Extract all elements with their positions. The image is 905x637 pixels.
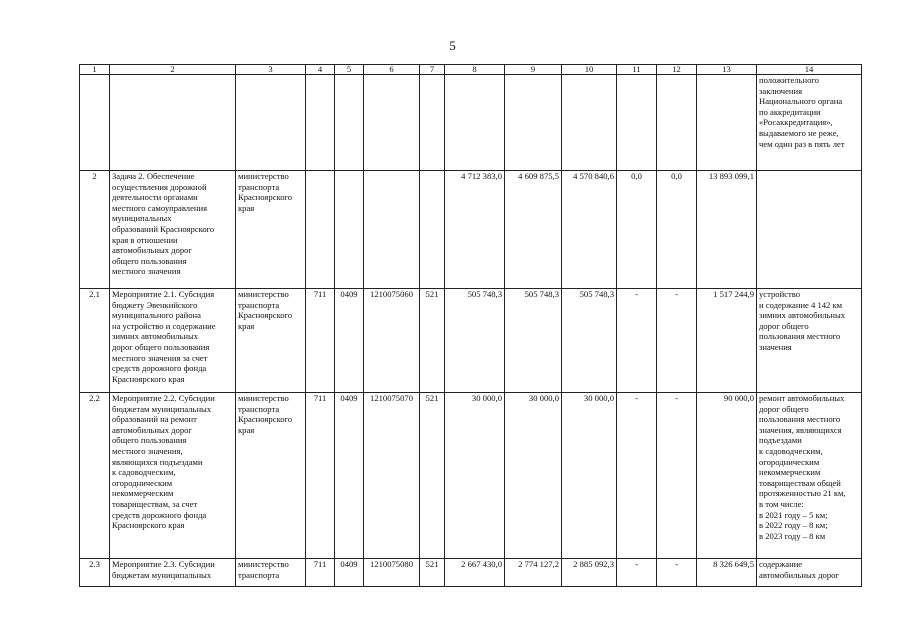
- text-line: образований Красноярского: [112, 223, 215, 234]
- column-header: 12: [657, 65, 697, 75]
- amount-2022: 4 609 875,5: [505, 171, 562, 289]
- text-line: чем один раз в пять лет: [759, 138, 845, 149]
- text-line: Красноярского края: [112, 373, 185, 384]
- target-item-code: 1210075070: [364, 393, 420, 559]
- text-line: края: [238, 320, 255, 331]
- col-11-value: 0,0: [617, 171, 657, 289]
- amount-2021: 505 748,3: [445, 289, 505, 393]
- text-line: средств дорожного фонда: [112, 363, 207, 374]
- text-line: средств дорожного фонда: [112, 509, 207, 520]
- target-item-code: 1210075080: [364, 559, 420, 587]
- grbs-code: [306, 171, 335, 289]
- text-line: транспорта: [238, 181, 280, 192]
- amount-2021: 30 000,0: [445, 393, 505, 559]
- text-line: муниципальных: [112, 213, 172, 224]
- text-line: и содержание 4 142 км: [759, 299, 843, 310]
- amount-2023: 2 885 092,3: [562, 559, 617, 587]
- total-amount: 13 893 099,1: [697, 171, 757, 289]
- expected-result: [757, 289, 862, 393]
- activity-description: [110, 289, 236, 393]
- text-line: Национального органа: [759, 96, 843, 107]
- text-line: общего пользования: [112, 255, 187, 266]
- col-11-value: -: [617, 559, 657, 587]
- total-amount: 8 326 649,5: [697, 559, 757, 587]
- section-code: 0409: [335, 289, 364, 393]
- text-line: транспорта: [238, 403, 280, 414]
- text-line: Мероприятие 2.2. Субсидии: [112, 393, 215, 403]
- text-line: являющихся подъездами: [112, 456, 203, 467]
- text-line: министерство: [238, 289, 289, 299]
- column-header: 13: [697, 65, 757, 75]
- text-line: транспорта: [238, 569, 280, 580]
- responsible-agency: [236, 171, 306, 289]
- text-line: зимних автомобильных: [112, 331, 199, 342]
- text-line: дорог общего: [759, 320, 809, 331]
- text-line: бюджету Эвенкийского: [112, 299, 198, 310]
- expense-type-code: 521: [420, 393, 445, 559]
- amount-2022: 30 000,0: [505, 393, 562, 559]
- column-header: 7: [420, 65, 445, 75]
- column-header: 8: [445, 65, 505, 75]
- row-number: 2.1: [80, 289, 110, 393]
- text-line: Мероприятие 2.3. Субсидии: [112, 559, 215, 569]
- column-header: 3: [236, 65, 306, 75]
- text-line: Красноярского: [238, 414, 293, 425]
- text-line: автомобильных дорог: [112, 245, 192, 256]
- section-code: 0409: [335, 393, 364, 559]
- text-line: некоммерческим: [112, 488, 174, 499]
- text-line: местного значения: [112, 266, 181, 277]
- text-line: автомобильных дорог: [759, 569, 839, 580]
- text-line: осуществления дорожной: [112, 181, 207, 192]
- continuation-note: [757, 75, 862, 171]
- amount-2022: 2 774 127,2: [505, 559, 562, 587]
- column-header: 4: [306, 65, 335, 75]
- activity-description: [110, 171, 236, 289]
- row-number: 2: [80, 171, 110, 289]
- text-line: бюджетам муниципальных: [112, 569, 212, 580]
- text-line: в том числе:: [759, 498, 804, 509]
- text-line: местного значения за счет: [112, 352, 208, 363]
- column-header: 6: [364, 65, 420, 75]
- responsible-agency: [236, 559, 306, 587]
- text-line: товариществам, за счет: [112, 498, 198, 509]
- text-line: Красноярского: [238, 192, 293, 203]
- text-line: Мероприятие 2.1. Субсидия: [112, 289, 215, 299]
- column-header: 11: [617, 65, 657, 75]
- text-line: содержание: [759, 559, 803, 569]
- text-line: образований на ремонт: [112, 414, 197, 425]
- section-code: 0409: [335, 559, 364, 587]
- grbs-code: 711: [306, 393, 335, 559]
- text-line: устройство: [759, 289, 801, 299]
- col-11-value: -: [617, 289, 657, 393]
- text-line: края: [238, 202, 255, 213]
- amount-2023: 4 570 840,6: [562, 171, 617, 289]
- expected-result: [757, 171, 862, 289]
- column-header: 1: [80, 65, 110, 75]
- col-12-value: 0,0: [657, 171, 697, 289]
- text-line: дорог общего пользования: [112, 341, 210, 352]
- text-line: дорог общего: [759, 403, 809, 414]
- column-header: 5: [335, 65, 364, 75]
- text-line: в 2022 году – 8 км;: [759, 520, 828, 531]
- column-header: 2: [110, 65, 236, 75]
- text-line: некоммерческим: [759, 467, 821, 478]
- text-line: ремонт автомобильных: [759, 393, 845, 403]
- text-line: края: [238, 424, 255, 435]
- text-line: к садоводческим,: [759, 445, 823, 456]
- continuation-row: [80, 75, 862, 171]
- text-line: транспорта: [238, 299, 280, 310]
- text-line: в 2023 году – 8 км: [759, 530, 826, 541]
- text-line: выдаваемого не реже,: [759, 127, 839, 138]
- col-11-value: -: [617, 393, 657, 559]
- text-line: на устройство и содержание: [112, 320, 216, 331]
- amount-2023: 505 748,3: [562, 289, 617, 393]
- activity-description: [110, 393, 236, 559]
- amount-2021: 4 712 383,0: [445, 171, 505, 289]
- text-line: Красноярского края: [112, 520, 185, 531]
- text-line: значения, являющихся: [759, 424, 842, 435]
- page-number: 5: [449, 38, 456, 53]
- text-line: подъездами: [759, 435, 802, 446]
- text-line: Задача 2. Обеспечение: [112, 171, 195, 181]
- text-line: протяженностью 21 км,: [759, 488, 846, 499]
- expense-type-code: 521: [420, 289, 445, 393]
- text-line: огородническим: [112, 477, 173, 488]
- text-line: в 2021 году – 5 км;: [759, 509, 828, 520]
- text-line: края в отношении: [112, 234, 178, 245]
- text-line: автомобильных дорог: [112, 424, 192, 435]
- text-line: положительного: [759, 75, 819, 85]
- activity-description: [110, 559, 236, 587]
- text-line: общего пользования: [112, 435, 187, 446]
- col-12-value: -: [657, 559, 697, 587]
- responsible-agency: [236, 393, 306, 559]
- text-line: зимних автомобильных: [759, 310, 846, 321]
- amount-2022: 505 748,3: [505, 289, 562, 393]
- responsible-agency: [236, 289, 306, 393]
- table-row: [80, 559, 862, 587]
- expected-result: [757, 393, 862, 559]
- column-header: 10: [562, 65, 617, 75]
- section-code: [335, 171, 364, 289]
- text-line: заключения: [759, 85, 803, 96]
- expected-result: [757, 559, 862, 587]
- target-item-code: 1210075060: [364, 289, 420, 393]
- grbs-code: 711: [306, 559, 335, 587]
- column-number-row: [80, 65, 862, 75]
- text-line: «Росаккредитация»,: [759, 117, 833, 128]
- col-12-value: -: [657, 289, 697, 393]
- target-item-code: [364, 171, 420, 289]
- text-line: муниципального района: [112, 310, 201, 321]
- text-line: к садоводческим,: [112, 467, 176, 478]
- text-line: министерство: [238, 393, 289, 403]
- text-line: огородническим: [759, 456, 820, 467]
- row-number: 2.2: [80, 393, 110, 559]
- column-header: 14: [757, 65, 862, 75]
- text-line: товариществам общей: [759, 477, 841, 488]
- column-header: 9: [505, 65, 562, 75]
- text-line: деятельности органами: [112, 192, 198, 203]
- expense-type-code: 521: [420, 559, 445, 587]
- text-line: пользования местного: [759, 331, 841, 342]
- table-row: [80, 393, 862, 559]
- table-row: [80, 171, 862, 289]
- text-line: местного значения,: [112, 445, 183, 456]
- text-line: пользования местного: [759, 414, 841, 425]
- text-line: бюджетам муниципальных: [112, 403, 212, 414]
- table-row: [80, 289, 862, 393]
- text-line: по аккредитации: [759, 106, 821, 117]
- amount-2021: 2 667 430,0: [445, 559, 505, 587]
- text-line: местного самоуправления: [112, 202, 208, 213]
- grbs-code: 711: [306, 289, 335, 393]
- text-line: значения: [759, 341, 792, 352]
- col-12-value: -: [657, 393, 697, 559]
- total-amount: 90 000,0: [697, 393, 757, 559]
- row-number: 2.3: [80, 559, 110, 587]
- total-amount: 1 517 244,9: [697, 289, 757, 393]
- text-line: Красноярского: [238, 310, 293, 321]
- text-line: министерство: [238, 171, 289, 181]
- amount-2023: 30 000,0: [562, 393, 617, 559]
- text-line: министерство: [238, 559, 289, 569]
- expense-type-code: [420, 171, 445, 289]
- program-table: [79, 64, 862, 587]
